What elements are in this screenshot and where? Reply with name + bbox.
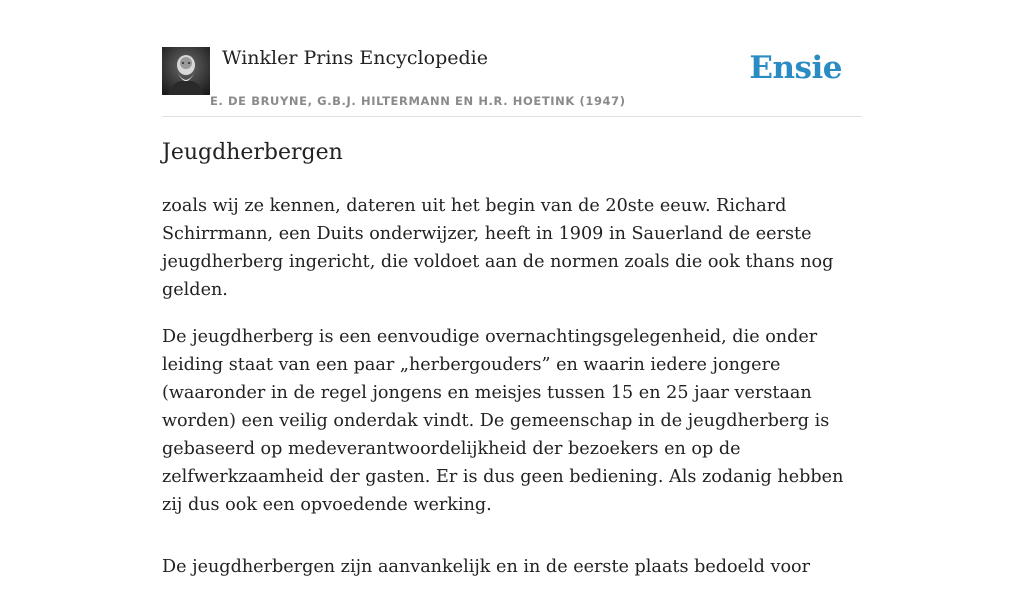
source-title[interactable]: Winkler Prins Encyclopedie xyxy=(222,47,488,69)
ensie-logo[interactable]: Ensie xyxy=(749,50,842,86)
article-paragraph: De jeugdherberg is een eenvoudige overnachtingsgelegenheid, die onder leiding staat van een paar „herbergouders” en waarin iedere jongere (waaronder in de regel jongens en meisjes tussen 15 en 25 jaar verstaan worden) een veilig onderdak vindt. De gemeenschap in de jeugdherberg is gebaseerd op medeverantwoordelijkheid der bezoekers en op de zelfwerkzaamheid der gasten. Er is dus geen bediening. Als zodanig hebben zij dus ook een opvoedende werking. xyxy=(162,327,844,515)
author-avatar[interactable] xyxy=(162,47,210,95)
article-body xyxy=(162,192,867,600)
portrait-photo-icon xyxy=(162,47,210,95)
article-title: Jeugdherbergen xyxy=(162,140,343,165)
authors-line: E. DE BRUYNE, G.B.J. HILTERMANN EN H.R. HOETINK (1947) xyxy=(210,94,626,108)
page-header xyxy=(162,44,862,117)
article-paragraph: De jeugdherbergen zijn aanvankelijk en in de eerste plaats bedoeld voor xyxy=(162,557,811,577)
article-paragraph: zoals wij ze kennen, dateren uit het begin van de 20ste eeuw. Richard Schirrmann, een Duits onderwijzer, heeft in 1909 in Sauerland de eerste jeugdherberg ingericht, die voldoet aan de normen zoals die ook thans nog gelden. xyxy=(162,196,834,300)
